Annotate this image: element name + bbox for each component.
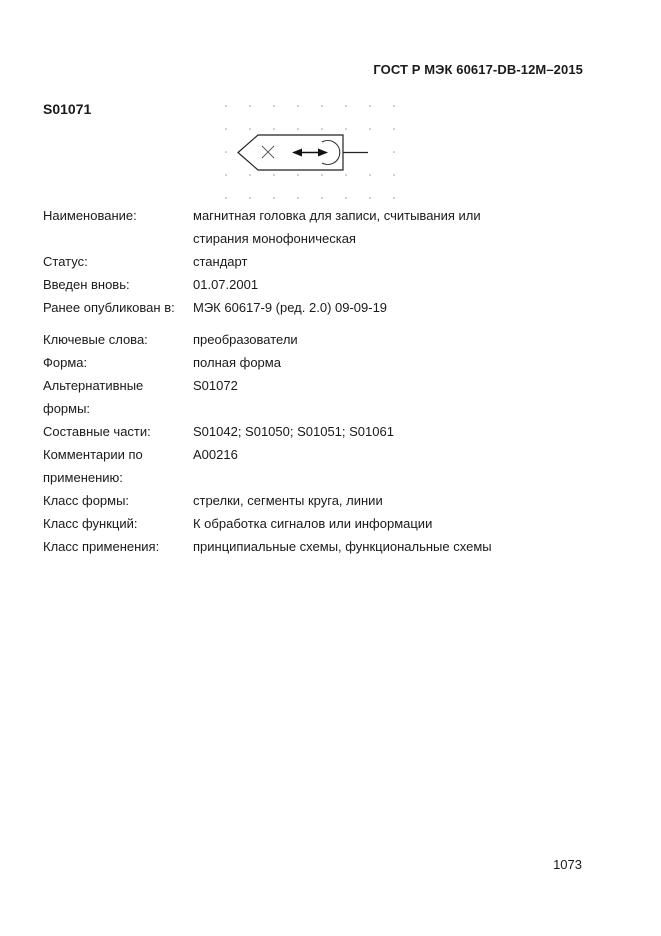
field-application-class — [43, 535, 623, 558]
field-label: Класс формы: — [43, 493, 130, 508]
field-value: МЭК 60617-9 (ред. 2.0) 09-09-19 — [193, 300, 388, 315]
field-label: Альтернативные формы: — [43, 378, 144, 416]
field-form — [43, 351, 623, 374]
field-status — [43, 250, 623, 273]
field-value: магнитная головка для записи, считывания или стирания монофоническая — [193, 208, 481, 246]
field-application-notes — [43, 443, 623, 489]
field-label: Ключевые слова: — [43, 332, 148, 347]
field-label: Статус: — [43, 254, 88, 269]
field-value: A00216 — [193, 447, 238, 462]
field-components — [43, 420, 623, 443]
field-name — [43, 204, 623, 250]
field-alternative-forms — [43, 374, 623, 420]
field-value: S01072 — [193, 378, 238, 393]
field-label: Комментарии по применению: — [43, 447, 143, 485]
field-label: Класс функций: — [43, 516, 138, 531]
field-label: Форма: — [43, 355, 88, 370]
field-label: Ранее опубликован в: — [43, 300, 175, 315]
field-value: стрелки, сегменты круга, линии — [193, 493, 383, 508]
field-label: Введен вновь: — [43, 277, 130, 292]
field-value: принципиальные схемы, функциональные схемы — [193, 539, 492, 554]
field-label: Класс применения: — [43, 539, 160, 554]
field-value: стандарт — [193, 254, 248, 269]
symbol-properties — [43, 204, 623, 558]
page-number: 1073 — [553, 857, 582, 872]
field-keywords — [43, 328, 623, 351]
field-value: 01.07.2001 — [193, 277, 259, 292]
field-value: К обработка сигналов или информации — [193, 516, 433, 531]
symbol-code: S01071 — [43, 101, 92, 117]
field-value: S01042; S01050; S01051; S01061 — [193, 424, 394, 439]
field-value: преобразователи — [193, 332, 298, 347]
magnetic-head-symbol-icon — [218, 98, 408, 204]
field-introduced — [43, 273, 623, 296]
field-value: полная форма — [193, 355, 281, 370]
field-previously-published — [43, 296, 623, 319]
field-function-class — [43, 512, 623, 535]
field-label: Составные части: — [43, 424, 151, 439]
field-shape-class — [43, 489, 623, 512]
field-label: Наименование: — [43, 208, 137, 223]
document-header: ГОСТ Р МЭК 60617-DB-12M–2015 — [373, 62, 583, 77]
